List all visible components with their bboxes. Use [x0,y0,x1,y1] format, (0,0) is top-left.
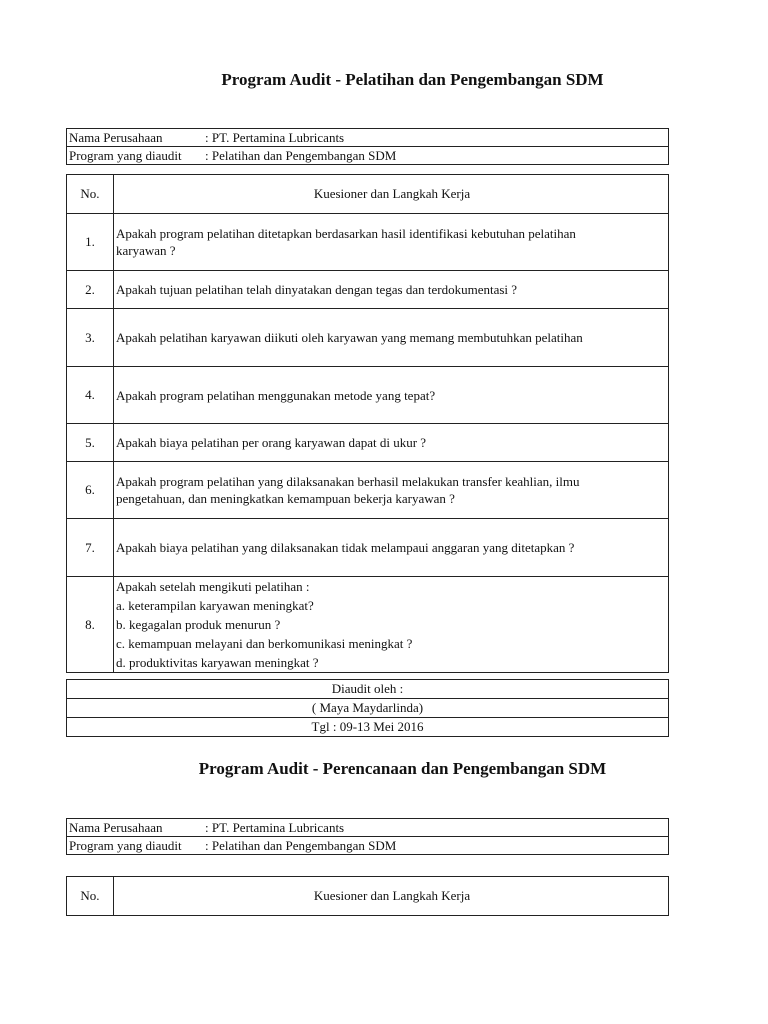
question-line: c. kemampuan melayani dan berkomunikasi meningkat ? [116,636,413,651]
program-cell [67,147,669,165]
question-line: a. keterampilan karyawan meningkat? [116,598,314,613]
section-title: Program Audit - Perencanaan dan Pengembangan SDM [198,759,607,778]
table-row [67,214,669,271]
header-question: Kuesioner dan Langkah Kerja [114,877,669,916]
signature-row [67,699,669,718]
question-line: d. produktivitas karyawan meningkat ? [116,655,319,670]
questionnaire-table [66,174,669,673]
row-number: 2. [67,271,114,309]
question-line: Apakah program pelatihan yang dilaksanakan berhasil melakukan transfer keahlian, ilmu [116,474,580,489]
program-value: : Pelatihan dan Pengembangan SDM [205,148,397,163]
questionnaire-table [66,876,669,916]
program-row [67,147,669,165]
table-row [67,367,669,424]
page-title: Program Audit - Pelatihan dan Pengembangan SDM [221,70,604,89]
row-question [114,214,669,271]
question-line: Apakah setelah mengikuti pelatihan : [116,579,310,594]
row-number: 1. [67,214,114,271]
table-row [67,424,669,462]
company-row [67,819,669,837]
question-line: Apakah biaya pelatihan per orang karyawan dapat di ukur ? [116,435,427,450]
table-row [67,462,669,519]
row-question [114,309,669,367]
program-row [67,837,669,855]
row-number: 5. [67,424,114,462]
row-number: 6. [67,462,114,519]
question-line: Apakah biaya pelatihan yang dilaksanakan tidak melampaui anggaran yang ditetapkan ? [116,540,575,555]
company-cell [67,129,669,147]
row-number: 8. [67,577,114,673]
question-line: Apakah tujuan pelatihan telah dinyatakan dengan tegas dan terdokumentasi ? [116,282,518,297]
signature-row [67,680,669,699]
company-row [67,129,669,147]
row-question [114,367,669,424]
signature-table [66,679,669,737]
row-question [114,519,669,577]
auditor-name: ( Maya Maydarlinda) [67,699,669,718]
row-question [114,424,669,462]
audit-date: Tgl : 09-13 Mei 2016 [67,718,669,737]
header-no: No. [67,877,114,916]
row-question [114,271,669,309]
table-row [67,577,669,673]
company-info-table [66,128,669,165]
row-question [114,462,669,519]
table-row [67,309,669,367]
question-line: pengetahuan, dan meningkatkan kemampuan bekerja karyawan ? [116,491,455,506]
row-number: 4. [67,367,114,424]
question-line: Apakah program pelatihan ditetapkan berdasarkan hasil identifikasi kebutuhan pelatihan [116,226,576,241]
row-number: 3. [67,309,114,367]
program-label: Program yang diaudit [69,148,182,163]
program-cell [67,837,669,855]
company-value: : PT. Pertamina Lubricants [205,820,345,835]
header-no: No. [67,175,114,214]
company-cell [67,819,669,837]
audited-by-label: Diaudit oleh : [67,680,669,699]
question-line: Apakah pelatihan karyawan diikuti oleh karyawan yang memang membutuhkan pelatihan [116,330,583,345]
header-question: Kuesioner dan Langkah Kerja [114,175,669,214]
question-line: karyawan ? [116,243,176,258]
question-line: b. kegagalan produk menurun ? [116,617,281,632]
company-info-table [66,818,669,855]
program-label: Program yang diaudit [69,838,182,853]
table-row [67,519,669,577]
company-value: : PT. Pertamina Lubricants [205,130,345,145]
question-line: Apakah program pelatihan menggunakan metode yang tepat? [116,387,436,403]
company-label: Nama Perusahaan [69,820,163,835]
table-row [67,271,669,309]
table-header-row [67,877,669,916]
row-question [114,577,669,673]
row-number: 7. [67,519,114,577]
company-label: Nama Perusahaan [69,130,163,145]
signature-row [67,718,669,737]
table-header-row [67,175,669,214]
program-value: : Pelatihan dan Pengembangan SDM [205,838,397,853]
